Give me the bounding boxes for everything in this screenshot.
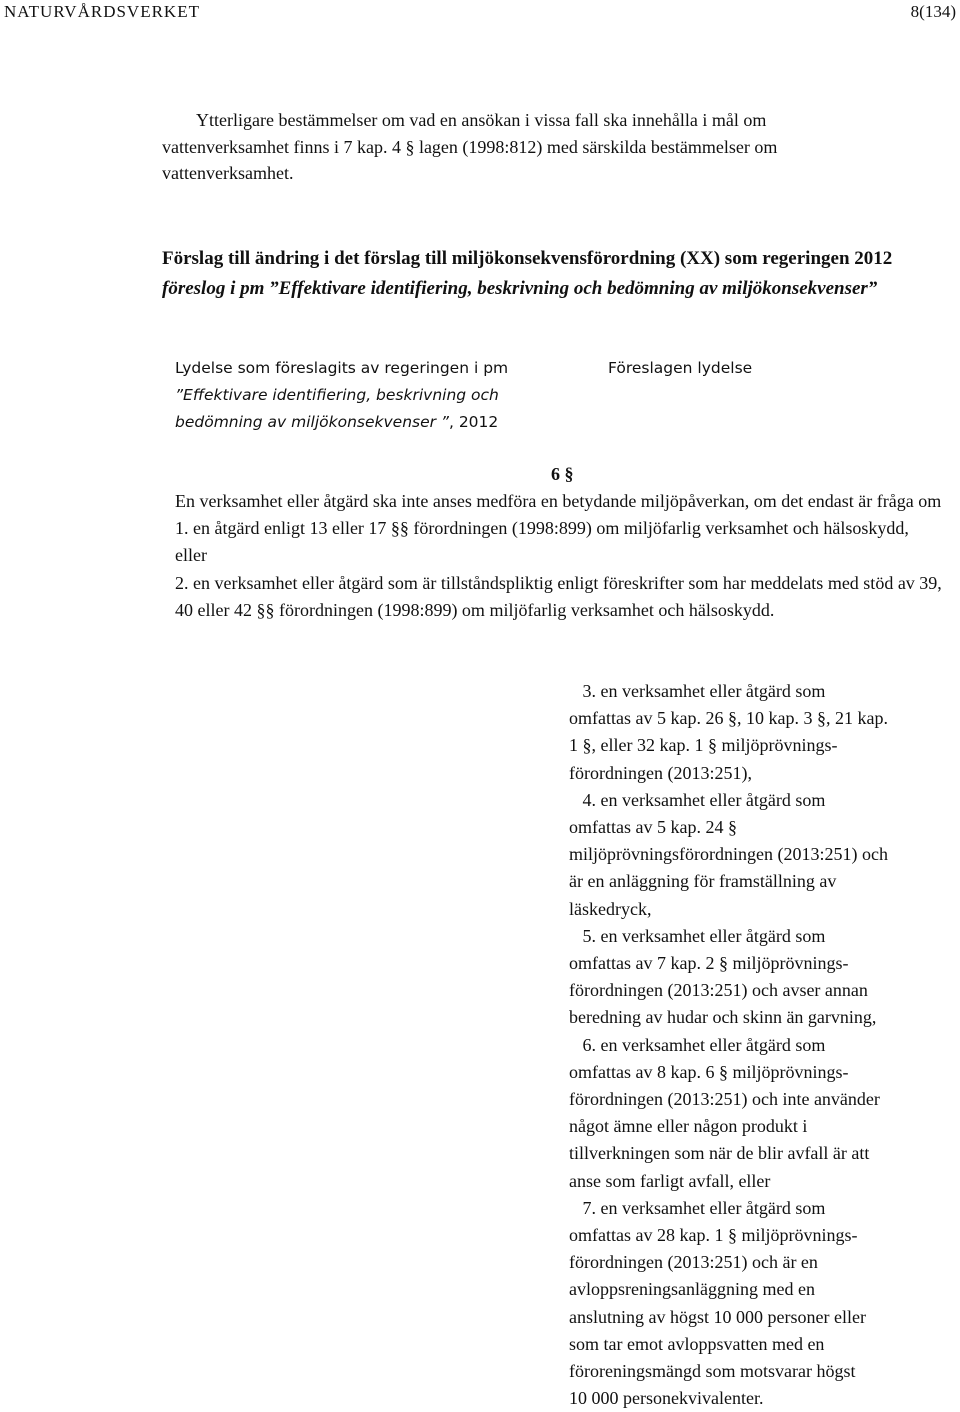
proposed-line: 1 §, eller 32 kap. 1 § miljöprövnings- [569,735,838,756]
proposed-line: tillverkningen som när de blir avfall är att [569,1143,870,1164]
proposed-line: som tar emot avloppsvatten med en [569,1333,825,1354]
proposed-line: 6. en verksamhet eller åtgärd som [569,1034,826,1055]
document-organization: NATURVÅRDSVERKET [4,2,200,21]
paragraph-intro: En verksamhet eller åtgärd ska inte anses medföra en betydande miljöpåverkan, om det endast är fråga om [175,491,942,511]
heading-bold: Förslag till ändring i det förslag till miljökonsekvensförordning (XX) som regeringen 2012 [162,248,893,269]
proposed-line: 10 000 personekvivalenter. [569,1388,764,1409]
proposed-line: förordningen (2013:251), [569,762,752,783]
column-header-current-line3-italic: bedömning av miljökonsekvenser ” [175,413,449,431]
column-header-current [175,355,555,436]
proposed-line: föroreningsmängd som motsvarar högst [569,1361,856,1382]
proposed-line: förordningen (2013:251) och avser annan [569,980,868,1001]
proposed-line: omfattas av 8 kap. 6 § miljöprövnings- [569,1061,849,1082]
column-header-current-line2: ”Effektivare identifiering, beskrivning och [175,386,499,404]
proposed-line: 7. en verksamhet eller åtgärd som [569,1197,826,1218]
proposed-line: 4. en verksamhet eller åtgärd som [569,789,826,810]
page-number: 8(134) [910,2,956,21]
proposed-line: anslutning av högst 10 000 personer eller [569,1306,866,1327]
column-header-proposed: Föreslagen lydelse [608,359,753,377]
proposed-line: läskedryck, [569,898,652,919]
intro-paragraph: Ytterligare bestämmelser om vad en ansökan i vissa fall ska innehålla i mål om vattenverksamhet finns i 7 kap. 4 § lagen (1998:812) med särskilda bestämmelser om vattenverksamhet. [162,110,778,183]
proposed-line: miljöprövningsförordningen (2013:251) och [569,844,888,865]
heading-italic: föreslog i pm ”Effektivare identifiering, beskrivning och bedömning av miljökonsekvenser” [162,277,878,299]
proposed-line: förordningen (2013:251) och är en [569,1252,818,1273]
proposed-line: omfattas av 28 kap. 1 § miljöprövnings- [569,1225,858,1246]
column-header-current-line3-suffix: , 2012 [448,413,499,431]
paragraph-item-1: 1. en åtgärd enligt 13 eller 17 §§ förordningen (1998:899) om miljöfarlig verksamhet och hälsoskydd, eller [175,518,909,566]
proposed-line: 3. en verksamhet eller åtgärd som [569,681,826,701]
proposed-items [569,678,949,1412]
section-heading [162,244,952,303]
proposed-line: beredning av hudar och skinn än garvning, [569,1007,877,1028]
column-header-current-line1: Lydelse som föreslagits av regeringen i pm [175,359,509,377]
column-header-current-line3 [175,409,555,436]
paragraph-item-2: 2. en verksamhet eller åtgärd som är tillståndspliktig enligt föreskrifter som har meddelats med stöd av 39, 40 eller 42 §§ förordningen (1998:899) om miljöfarlig verksamhet och hälsoskydd. [175,572,942,620]
proposed-line: omfattas av 5 kap. 24 § [569,817,737,838]
proposed-line: omfattas av 7 kap. 2 § miljöprövnings- [569,953,849,974]
proposed-line: 5. en verksamhet eller åtgärd som [569,925,826,946]
proposed-line: förordningen (2013:251) och inte använder [569,1089,880,1110]
proposed-line: avloppsreningsanläggning med en [569,1279,815,1300]
proposed-line: anse som farligt avfall, eller [569,1170,771,1191]
proposed-line: något ämne eller någon produkt i [569,1116,808,1137]
paragraph-number: 6 § [551,464,574,484]
paragraph-body [175,488,945,624]
proposed-line: är en anläggning för framställning av [569,871,837,892]
proposed-line: omfattas av 5 kap. 26 §, 10 kap. 3 §, 21 kap. [569,708,888,729]
